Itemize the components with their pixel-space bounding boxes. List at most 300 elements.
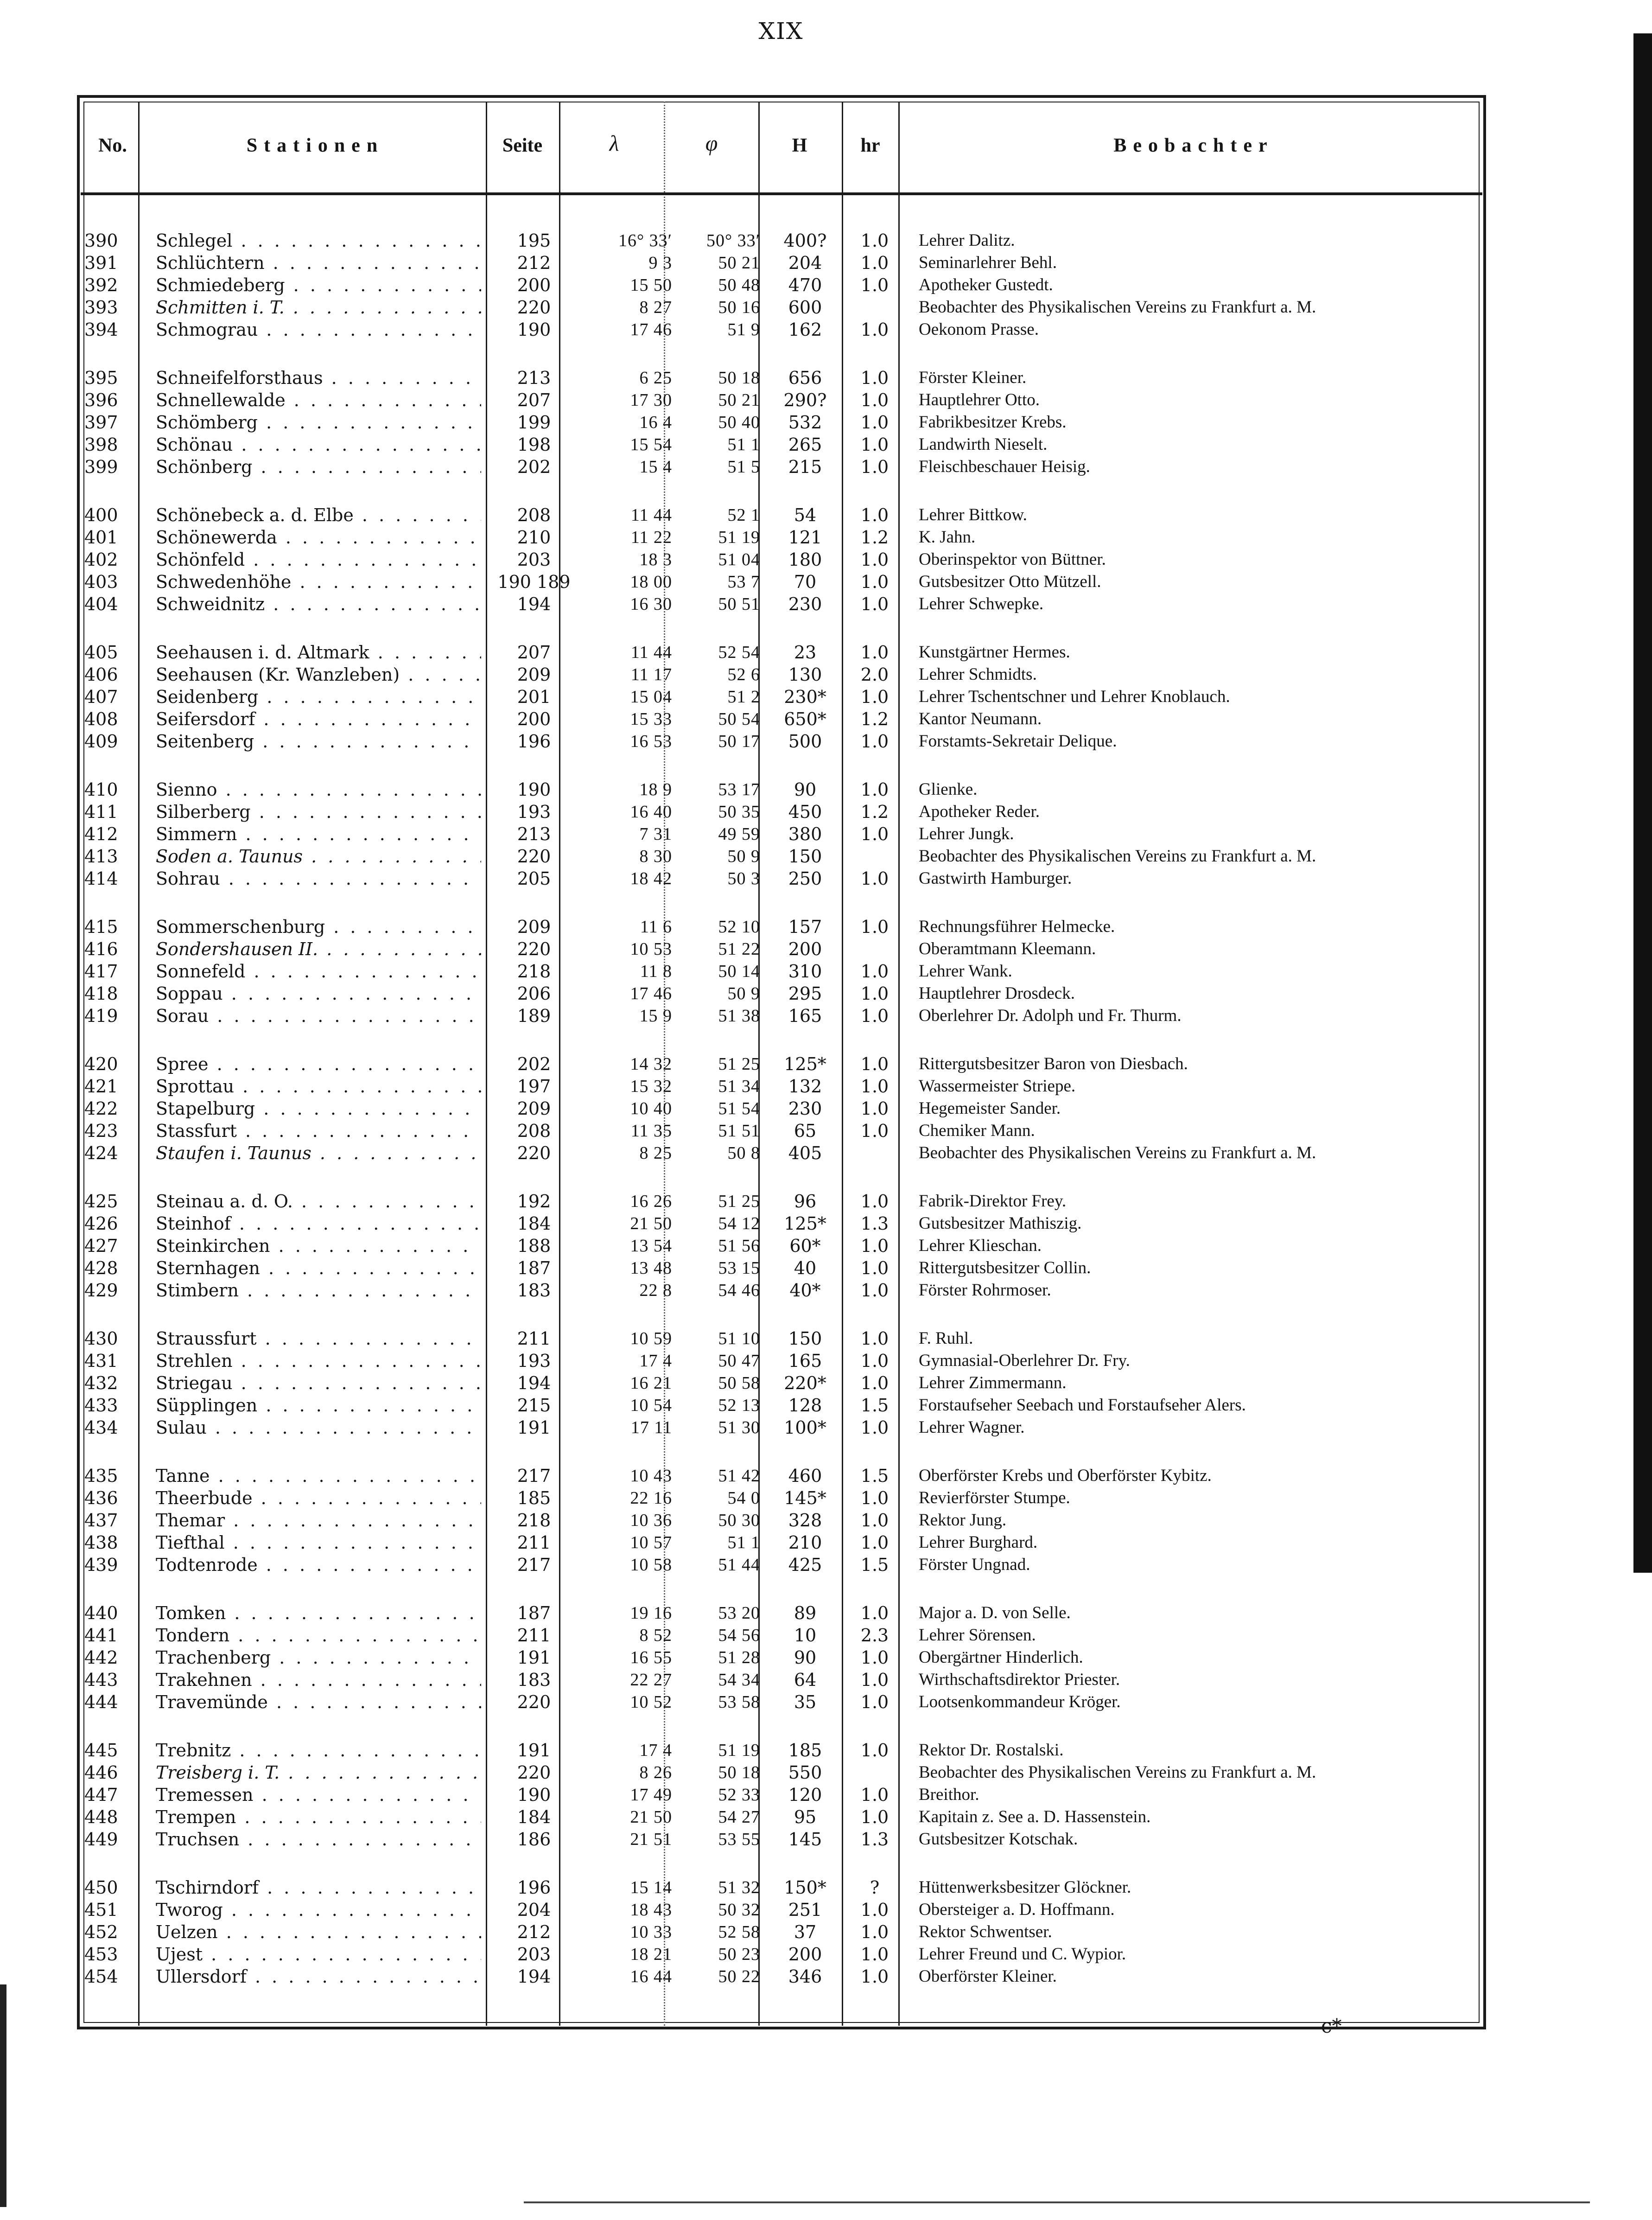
- station-latitude: 51 38: [718, 1006, 760, 1026]
- station-number: 411: [84, 802, 118, 822]
- station-elevation: 64: [794, 1670, 817, 1690]
- station-longitude: 11 44: [630, 505, 672, 525]
- station-hr: 1.0: [860, 275, 889, 295]
- table-row: [0, 1350, 1652, 1372]
- station-hr: 1.0: [860, 1191, 889, 1212]
- table-row: [0, 1691, 1652, 1713]
- station-observer: Hauptlehrer Drosdeck.: [919, 984, 1075, 1003]
- station-observer: Kapitain z. See a. D. Hassenstein.: [919, 1807, 1151, 1826]
- station-elevation: 400?: [783, 230, 827, 251]
- station-hr: 1.0: [860, 824, 889, 844]
- station-name: Striegau . . .: [156, 1372, 481, 1394]
- station-page: 191: [517, 1417, 551, 1438]
- station-longitude: 11 17: [630, 665, 672, 684]
- station-number: 400: [84, 505, 118, 525]
- station-page: 203: [517, 549, 551, 570]
- table-row: [0, 1465, 1652, 1487]
- station-observer: Major a. D. von Selle.: [919, 1603, 1071, 1622]
- station-elevation: 600: [788, 297, 822, 318]
- station-hr: 1.2: [860, 802, 889, 822]
- station-latitude: 50 18: [718, 1763, 760, 1782]
- table-row: [0, 801, 1652, 823]
- station-longitude: 15 50: [630, 275, 672, 295]
- station-page: 185: [517, 1488, 551, 1508]
- station-page: 200: [517, 275, 551, 295]
- scan-bottom-rule: [524, 2201, 1590, 2203]
- station-latitude: 50 54: [718, 709, 760, 729]
- station-name: Seehausen (Kr. Wanzleben) . . .: [156, 663, 481, 686]
- station-longitude: 10 40: [630, 1099, 672, 1118]
- table-row: [0, 663, 1652, 686]
- station-hr: 1.5: [860, 1395, 889, 1416]
- station-latitude: 54 34: [718, 1670, 760, 1690]
- station-elevation: 230: [788, 594, 822, 614]
- station-page: 194: [517, 1966, 551, 1987]
- station-elevation: 346: [788, 1966, 822, 1987]
- table-row: [0, 434, 1652, 456]
- station-hr: 1.0: [860, 457, 889, 477]
- table-row: [0, 1784, 1652, 1806]
- station-observer: Gymnasial-Oberlehrer Dr. Fry.: [919, 1351, 1130, 1370]
- station-elevation: 65: [794, 1121, 817, 1141]
- table-row: [0, 1235, 1652, 1257]
- station-name: Silberberg . . .: [156, 801, 481, 823]
- table-row: [0, 1965, 1652, 1988]
- station-page: 187: [517, 1603, 551, 1623]
- station-name: Sondershausen II. . . .: [156, 938, 481, 960]
- station-hr: 2.3: [860, 1625, 889, 1646]
- station-elevation: 150: [788, 1328, 822, 1349]
- station-elevation: 96: [794, 1191, 817, 1212]
- station-hr: 1.0: [860, 1373, 889, 1393]
- table-row: [0, 1761, 1652, 1784]
- table-row: [0, 1943, 1652, 1965]
- table-row: [0, 1190, 1652, 1212]
- station-observer: K. Jahn.: [919, 528, 976, 547]
- station-elevation: 40: [794, 1258, 817, 1278]
- station-number: 435: [84, 1466, 118, 1486]
- station-page: 205: [517, 868, 551, 889]
- station-page: 217: [517, 1466, 551, 1486]
- station-name: Schnellewalde . . .: [156, 389, 481, 411]
- station-latitude: 50 30: [718, 1511, 760, 1530]
- table-row: [0, 1921, 1652, 1943]
- station-name: Sienno . . .: [156, 778, 481, 801]
- station-latitude: 51 30: [718, 1418, 760, 1437]
- station-observer: Glienke.: [919, 780, 978, 799]
- station-number: 391: [84, 253, 118, 273]
- header-beobachter: Beobachter: [1113, 135, 1274, 156]
- station-number: 432: [84, 1373, 118, 1393]
- station-longitude: 11 22: [630, 528, 672, 547]
- station-longitude: 15 04: [630, 687, 672, 707]
- station-number: 404: [84, 594, 118, 614]
- station-hr: 1.0: [860, 1258, 889, 1278]
- table-row: [0, 845, 1652, 868]
- station-name: Trempen . . .: [156, 1806, 481, 1828]
- station-number: 416: [84, 939, 118, 959]
- station-longitude: 15 32: [630, 1077, 672, 1096]
- station-elevation: 120: [788, 1785, 822, 1805]
- station-elevation: 145: [788, 1829, 822, 1850]
- station-observer: Beobachter des Physikalischen Vereins zu Frankfurt a. M.: [919, 1143, 1316, 1162]
- header-seite: Seite: [502, 135, 543, 156]
- station-latitude: 51 28: [718, 1648, 760, 1667]
- station-latitude: 50 14: [718, 962, 760, 981]
- station-latitude: 50° 33′: [706, 231, 760, 250]
- station-longitude: 7 31: [639, 824, 672, 844]
- station-elevation: 250: [788, 868, 822, 889]
- station-elevation: 230: [788, 1098, 822, 1119]
- station-name: Schweidnitz . . .: [156, 593, 481, 615]
- station-name: Schönebeck a. d. Elbe . . .: [156, 504, 481, 526]
- table-row: [0, 823, 1652, 845]
- station-hr: 1.0: [860, 1966, 889, 1987]
- station-longitude: 22 16: [630, 1488, 672, 1508]
- station-elevation: 310: [788, 961, 822, 982]
- station-page: 188: [517, 1236, 551, 1256]
- header-stationen: Stationen: [246, 135, 384, 156]
- station-latitude: 50 40: [718, 413, 760, 432]
- station-page: 215: [517, 1395, 551, 1416]
- station-latitude: 54 46: [718, 1281, 760, 1300]
- table-row: [0, 571, 1652, 593]
- table-row: [0, 1142, 1652, 1164]
- station-page: 211: [517, 1625, 551, 1646]
- station-latitude: 53 58: [718, 1692, 760, 1712]
- station-name: Seehausen i. d. Altmark . . .: [156, 641, 481, 663]
- station-hr: 1.0: [860, 1807, 889, 1827]
- station-elevation: 150*: [784, 1877, 826, 1898]
- table-row: [0, 1876, 1652, 1899]
- station-longitude: 16 30: [630, 594, 672, 614]
- station-hr: 2.0: [860, 664, 889, 685]
- station-page: 187: [517, 1258, 551, 1278]
- station-elevation: 290?: [783, 390, 827, 410]
- station-observer: Förster Kleiner.: [919, 368, 1027, 387]
- table-row: [0, 1075, 1652, 1097]
- station-name: Straussfurt . . .: [156, 1327, 481, 1350]
- station-longitude: 10 53: [630, 939, 672, 959]
- station-number: 401: [84, 527, 118, 548]
- station-elevation: 215: [788, 457, 822, 477]
- station-elevation: 89: [794, 1603, 817, 1623]
- station-longitude: 19 16: [630, 1603, 672, 1623]
- station-name: Strehlen . . .: [156, 1350, 481, 1372]
- table-row: [0, 708, 1652, 730]
- station-observer: Revierförster Stumpe.: [919, 1488, 1070, 1507]
- station-name: Tanne . . .: [156, 1465, 481, 1487]
- station-elevation: 150: [788, 846, 822, 867]
- station-hr: 1.0: [860, 505, 889, 525]
- table-row: [0, 1509, 1652, 1531]
- station-number: 437: [84, 1510, 118, 1531]
- station-page: 202: [517, 457, 551, 477]
- table-row: [0, 230, 1652, 252]
- table-row: [0, 296, 1652, 319]
- station-hr: 1.2: [860, 709, 889, 729]
- station-number: 408: [84, 709, 118, 729]
- station-number: 395: [84, 368, 118, 388]
- station-hr: 1.0: [860, 1922, 889, 1942]
- station-latitude: 50 8: [727, 1143, 760, 1163]
- station-elevation: 165: [788, 1351, 822, 1371]
- station-latitude: 54 0: [727, 1488, 760, 1508]
- station-page: 197: [517, 1076, 551, 1097]
- station-longitude: 16 4: [639, 413, 672, 432]
- station-elevation: 425: [788, 1555, 822, 1575]
- station-longitude: 18 42: [630, 869, 672, 888]
- station-number: 430: [84, 1328, 118, 1349]
- station-longitude: 15 14: [630, 1878, 672, 1897]
- station-number: 452: [84, 1922, 118, 1942]
- station-page: 210: [517, 527, 551, 548]
- station-observer: Kantor Neumann.: [919, 709, 1042, 728]
- station-name: Süpplingen . . .: [156, 1394, 481, 1416]
- station-observer: Lehrer Wank.: [919, 962, 1012, 981]
- station-latitude: 51 1: [727, 435, 760, 454]
- station-number: 454: [84, 1966, 118, 1987]
- station-number: 427: [84, 1236, 118, 1256]
- table-row: [0, 730, 1652, 753]
- station-observer: Wassermeister Striepe.: [919, 1077, 1076, 1096]
- station-latitude: 50 35: [718, 802, 760, 822]
- table-row: [0, 1624, 1652, 1646]
- station-page: 196: [517, 1877, 551, 1898]
- station-number: 392: [84, 275, 118, 295]
- station-number: 448: [84, 1807, 118, 1827]
- station-number: 445: [84, 1740, 118, 1761]
- station-hr: 1.2: [860, 527, 889, 548]
- station-page: 190: [517, 779, 551, 800]
- station-number: 421: [84, 1076, 118, 1097]
- station-page: 193: [517, 802, 551, 822]
- table-row: [0, 1257, 1652, 1279]
- station-longitude: 17 46: [630, 320, 672, 339]
- station-hr: 1.0: [860, 779, 889, 800]
- station-name: Theerbude . . .: [156, 1487, 481, 1509]
- station-observer: Rektor Dr. Rostalski.: [919, 1741, 1064, 1760]
- station-elevation: 100*: [784, 1417, 826, 1438]
- station-hr: 1.0: [860, 642, 889, 663]
- station-longitude: 17 30: [630, 390, 672, 410]
- station-elevation: 162: [788, 319, 822, 340]
- station-number: 428: [84, 1258, 118, 1278]
- station-observer: Oberinspektor von Büttner.: [919, 550, 1106, 569]
- station-longitude: 16 44: [630, 1967, 672, 1986]
- station-number: 403: [84, 572, 118, 592]
- station-latitude: 50 48: [718, 275, 760, 295]
- station-longitude: 17 4: [639, 1741, 672, 1760]
- header-hr: hr: [860, 135, 880, 156]
- station-hr: 1.0: [860, 1488, 889, 1508]
- station-page: 212: [517, 253, 551, 273]
- station-longitude: 11 8: [640, 962, 672, 981]
- station-observer: Forstamts-Sekretair Delique.: [919, 732, 1117, 751]
- station-name: Schömberg . . .: [156, 411, 481, 434]
- station-name: Sulau . . .: [156, 1416, 481, 1439]
- station-longitude: 10 58: [630, 1555, 672, 1575]
- station-page: 190 189: [497, 572, 571, 592]
- station-page: 186: [517, 1829, 551, 1850]
- station-page: 196: [517, 731, 551, 752]
- scan-edge-bar: [1633, 33, 1652, 1573]
- station-name: Ullersdorf . . .: [156, 1965, 481, 1988]
- table-row: [0, 1327, 1652, 1350]
- station-observer: Oberlehrer Dr. Adolph und Fr. Thurm.: [919, 1006, 1182, 1025]
- station-hr: 1.0: [860, 1054, 889, 1074]
- station-page: 209: [517, 917, 551, 937]
- station-latitude: 51 44: [718, 1555, 760, 1575]
- station-hr: 1.0: [860, 1740, 889, 1761]
- station-page: 206: [517, 983, 551, 1004]
- station-observer: Apotheker Gustedt.: [919, 275, 1053, 294]
- station-latitude: 51 25: [718, 1054, 760, 1074]
- station-observer: Fleischbeschauer Heisig.: [919, 457, 1090, 476]
- station-number: 418: [84, 983, 118, 1004]
- station-elevation: 204: [788, 253, 822, 273]
- table-row: [0, 1416, 1652, 1439]
- station-observer: Rektor Schwentser.: [919, 1922, 1052, 1941]
- station-number: 450: [84, 1877, 118, 1898]
- station-name: Sorau . . .: [156, 1005, 481, 1027]
- station-page: 217: [517, 1555, 551, 1575]
- station-page: 192: [517, 1191, 551, 1212]
- station-observer: Hüttenwerksbesitzer Glöckner.: [919, 1878, 1131, 1897]
- table-row: [0, 1394, 1652, 1416]
- station-number: 442: [84, 1647, 118, 1668]
- station-hr: 1.0: [860, 1692, 889, 1712]
- station-hr: 1.0: [860, 230, 889, 251]
- table-row: [0, 1669, 1652, 1691]
- table-row: [0, 982, 1652, 1005]
- station-page: 218: [517, 1510, 551, 1531]
- station-number: 429: [84, 1280, 118, 1301]
- station-page: 209: [517, 664, 551, 685]
- station-name: Tremessen . . .: [156, 1784, 481, 1806]
- table-row: [0, 526, 1652, 549]
- station-latitude: 51 25: [718, 1192, 760, 1211]
- station-hr: 1.0: [860, 1351, 889, 1371]
- station-page: 195: [517, 230, 551, 251]
- station-page: 220: [517, 297, 551, 318]
- station-hr: 1.0: [860, 368, 889, 388]
- station-number: 396: [84, 390, 118, 410]
- station-page: 212: [517, 1922, 551, 1942]
- station-longitude: 16 53: [630, 732, 672, 751]
- station-observer: Beobachter des Physikalischen Vereins zu Frankfurt a. M.: [919, 847, 1316, 866]
- station-name: Steinau a. d. O. . . .: [156, 1190, 481, 1212]
- station-elevation: 121: [788, 527, 822, 548]
- station-hr: ?: [870, 1877, 880, 1898]
- station-name: Spree . . .: [156, 1053, 481, 1075]
- station-hr: 1.0: [860, 390, 889, 410]
- station-elevation: 550: [788, 1762, 822, 1783]
- station-observer: Chemiker Mann.: [919, 1121, 1035, 1140]
- station-name: Schönberg . . .: [156, 456, 481, 478]
- station-hr: 1.0: [860, 1098, 889, 1119]
- table-row: [0, 593, 1652, 615]
- station-name: Trachenberg . . .: [156, 1646, 481, 1669]
- station-elevation: 200: [788, 939, 822, 959]
- table-row: [0, 1120, 1652, 1142]
- station-observer: Lehrer Jungk.: [919, 824, 1014, 843]
- table-row: [0, 1372, 1652, 1394]
- station-name: Seitenberg . . .: [156, 730, 481, 753]
- header-lambda: λ: [609, 131, 619, 156]
- station-longitude: 15 4: [639, 457, 672, 477]
- station-number: 438: [84, 1532, 118, 1553]
- station-observer: Lehrer Zimmermann.: [919, 1373, 1067, 1392]
- table-row: [0, 916, 1652, 938]
- station-latitude: 51 1: [727, 1533, 760, 1552]
- station-latitude: 51 9: [727, 320, 760, 339]
- station-page: 201: [517, 687, 551, 707]
- station-name: Treisberg i. T. . . .: [156, 1761, 481, 1784]
- station-elevation: 450: [788, 802, 822, 822]
- station-latitude: 52 33: [718, 1785, 760, 1805]
- station-latitude: 53 15: [718, 1258, 760, 1278]
- station-elevation: 470: [788, 275, 822, 295]
- station-observer: Gastwirth Hamburger.: [919, 869, 1072, 888]
- station-number: 413: [84, 846, 118, 867]
- table-row: [0, 960, 1652, 982]
- table-row: [0, 1739, 1652, 1761]
- station-latitude: 51 32: [718, 1878, 760, 1897]
- station-number: 447: [84, 1785, 118, 1805]
- station-name: Tschirndorf . . .: [156, 1876, 481, 1899]
- station-name: Ujest . . .: [156, 1943, 481, 1965]
- station-page: 211: [517, 1328, 551, 1349]
- station-observer: Beobachter des Physikalischen Vereins zu Frankfurt a. M.: [919, 1763, 1316, 1782]
- station-page: 199: [517, 412, 551, 433]
- station-observer: Rechnungsführer Helmecke.: [919, 917, 1115, 936]
- station-hr: 1.0: [860, 1236, 889, 1256]
- station-number: 444: [84, 1692, 118, 1712]
- station-latitude: 50 21: [718, 390, 760, 410]
- table-row: [0, 1531, 1652, 1554]
- station-longitude: 18 43: [630, 1900, 672, 1920]
- station-number: 449: [84, 1829, 118, 1850]
- station-number: 407: [84, 687, 118, 707]
- station-observer: Lehrer Bittkow.: [919, 505, 1027, 524]
- station-hr: 1.0: [860, 253, 889, 273]
- station-longitude: 15 9: [639, 1006, 672, 1026]
- station-hr: 1.5: [860, 1466, 889, 1486]
- table-row: [0, 252, 1652, 274]
- station-elevation: 95: [794, 1807, 817, 1827]
- table-row: [0, 686, 1652, 708]
- station-number: 424: [84, 1143, 118, 1163]
- station-observer: Rittergutsbesitzer Baron von Diesbach.: [919, 1054, 1188, 1073]
- table-row: [0, 1005, 1652, 1027]
- station-elevation: 251: [788, 1900, 822, 1920]
- station-hr: 1.0: [860, 594, 889, 614]
- station-name: Sternhagen . . .: [156, 1257, 481, 1279]
- station-hr: 1.0: [860, 1785, 889, 1805]
- station-number: 414: [84, 868, 118, 889]
- table-row: [0, 1554, 1652, 1576]
- station-elevation: 40*: [789, 1280, 821, 1301]
- station-page: 184: [517, 1213, 551, 1234]
- station-hr: 1.0: [860, 1944, 889, 1965]
- station-number: 441: [84, 1625, 118, 1646]
- station-longitude: 18 9: [639, 780, 672, 799]
- station-observer: F. Ruhl.: [919, 1329, 973, 1348]
- station-name: Schneifelforsthaus . . .: [156, 367, 481, 389]
- station-page: 191: [517, 1647, 551, 1668]
- station-page: 193: [517, 1351, 551, 1371]
